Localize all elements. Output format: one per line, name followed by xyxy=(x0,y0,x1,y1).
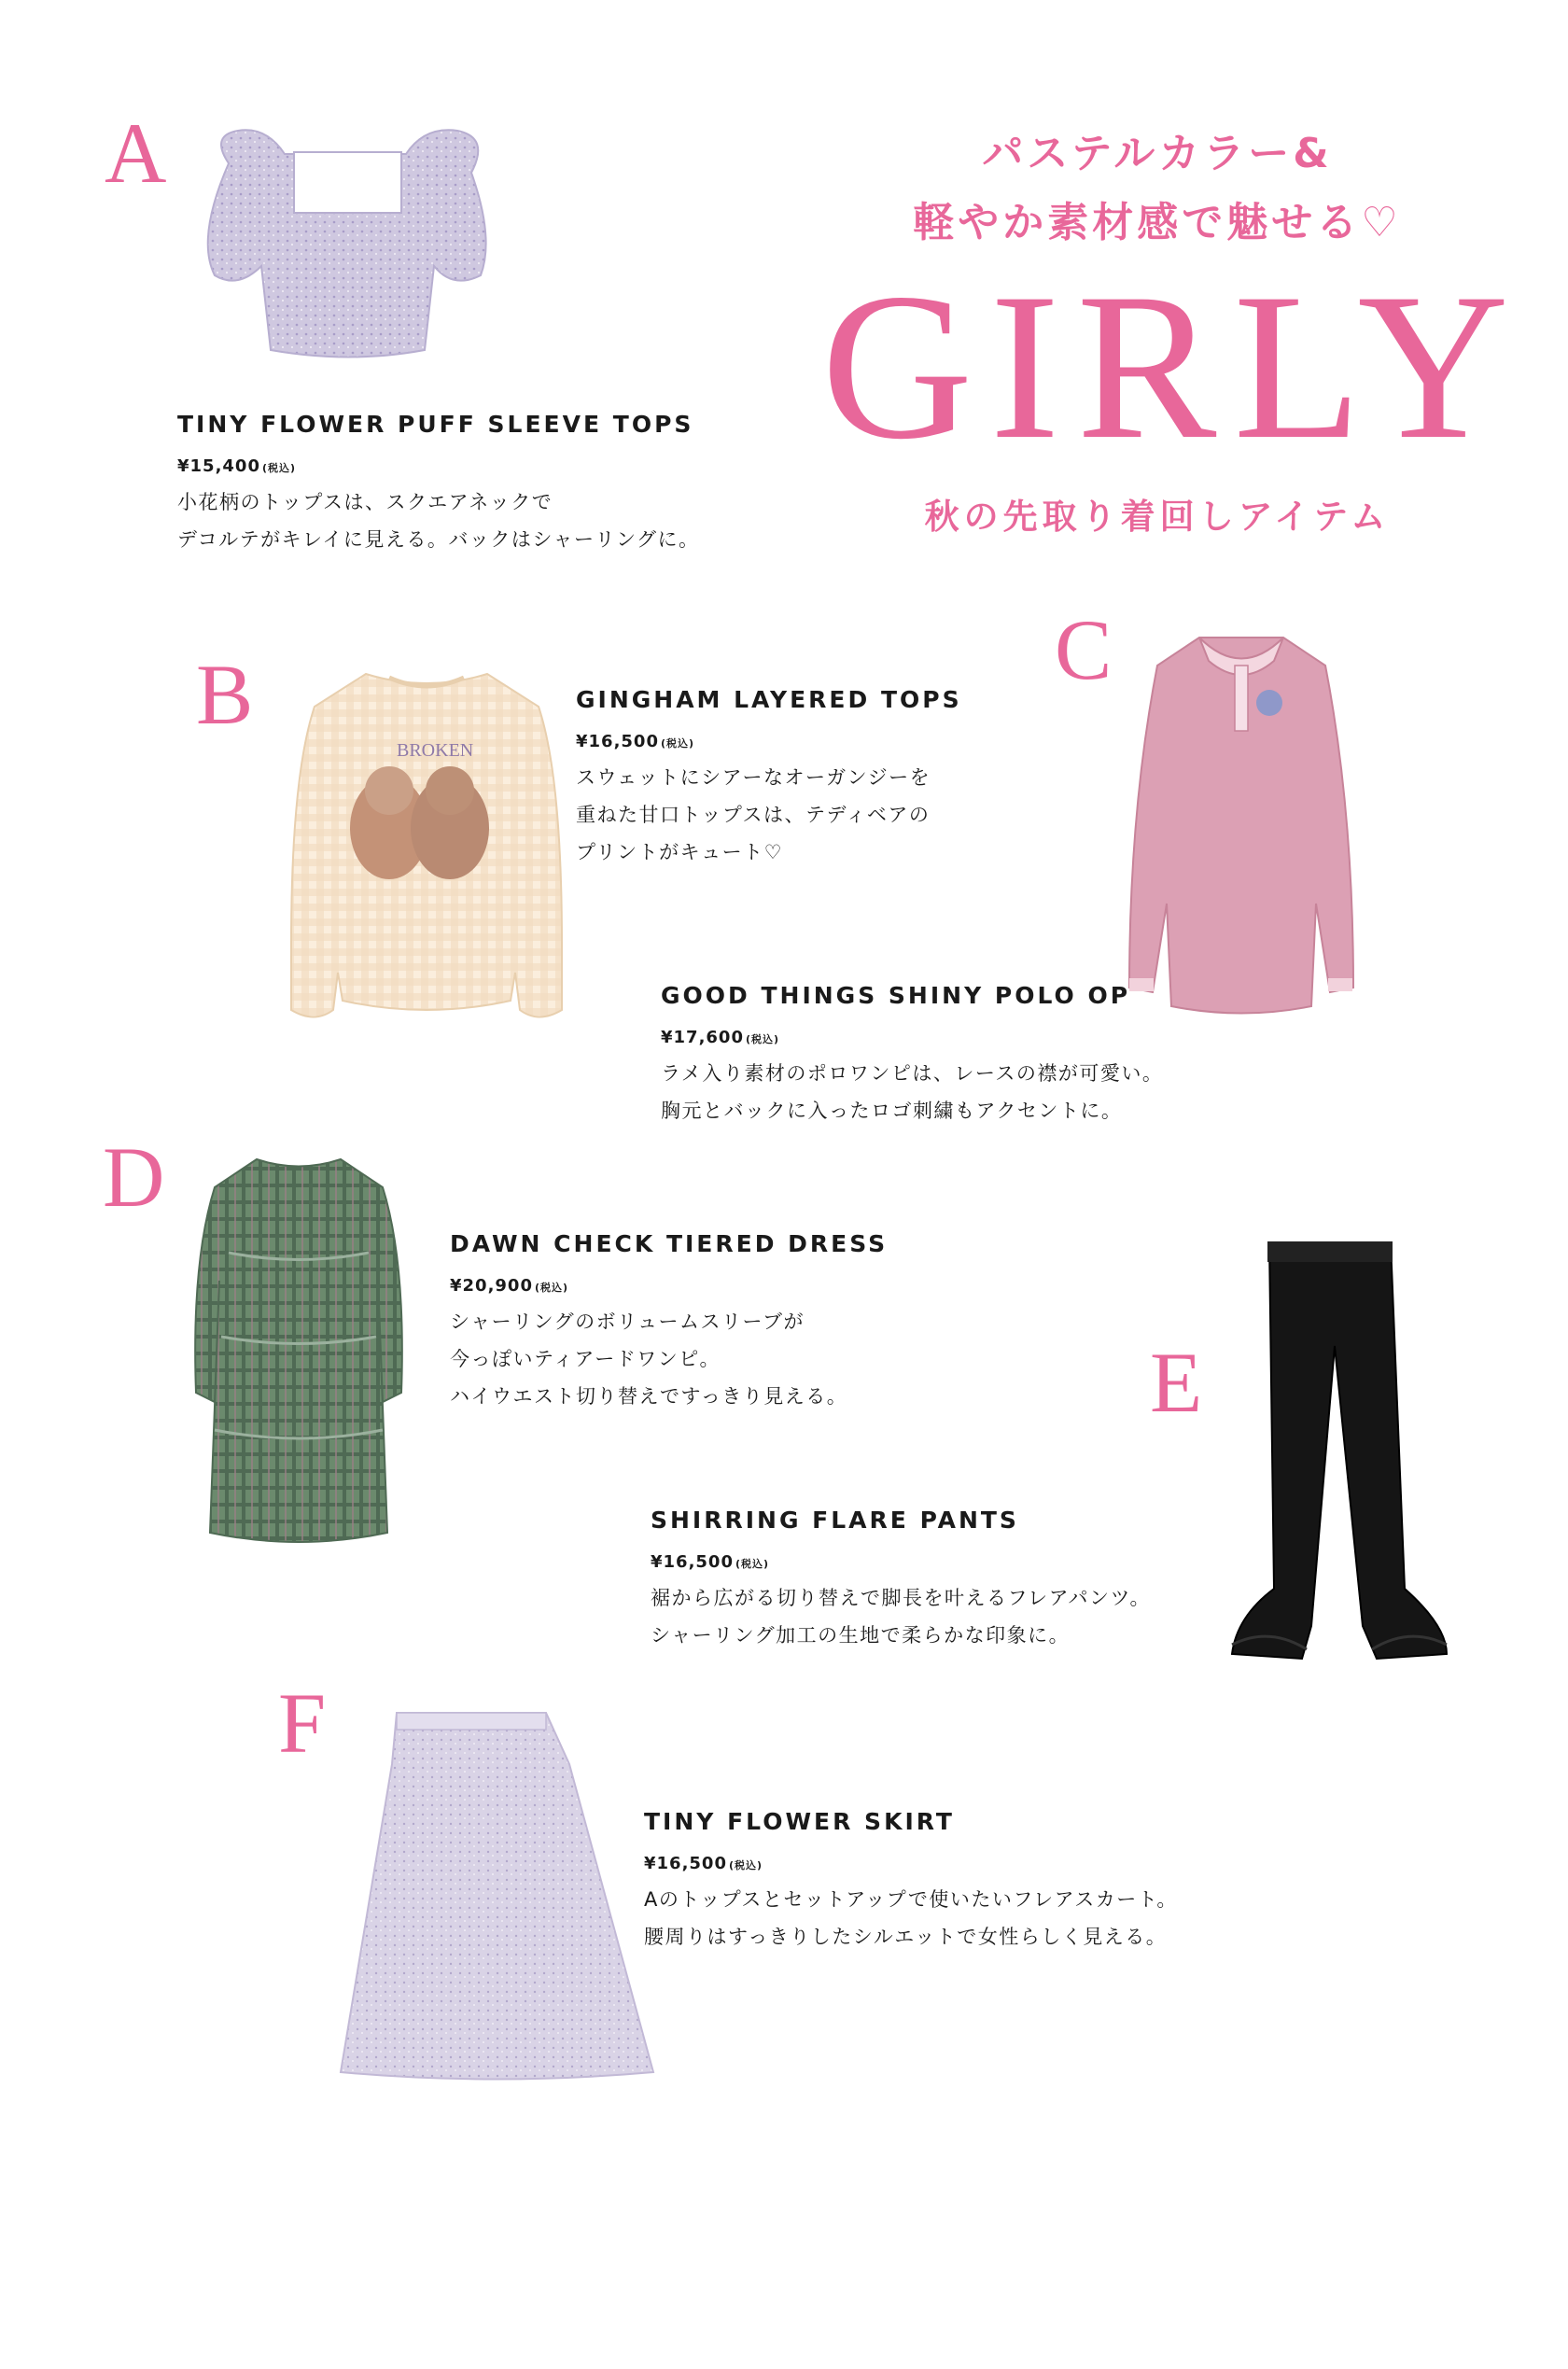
product-block-b xyxy=(576,686,962,871)
item-letter-f: F xyxy=(278,1675,327,1771)
product-name: TINY FLOWER PUFF SLEEVE TOPS xyxy=(177,411,694,438)
tax-note: (税込) xyxy=(745,1033,780,1045)
product-block-f xyxy=(644,1808,1178,1955)
tax-note: (税込) xyxy=(534,1282,569,1294)
hero-subtitle-line-2: 軽やか素材感で魅せる♡ xyxy=(913,199,1402,246)
hero-subtitle-line-1: パステルカラー& xyxy=(982,130,1333,177)
product-image-gingham-tops xyxy=(287,665,567,1029)
tax-note: (税込) xyxy=(261,462,297,474)
product-name: GINGHAM LAYERED TOPS xyxy=(576,686,962,713)
product-description: Aのトップスとセットアップで使いたいフレアスカート。 腰周りはすっきりしたシルエットで女性らしく見える。 xyxy=(644,1888,1178,1948)
product-name: TINY FLOWER SKIRT xyxy=(644,1808,955,1835)
product-description: スウェットにシアーなオーガンジーを 重ねた甘口トップスは、テディベアの プリントがキュート♡ xyxy=(576,766,931,863)
product-image-flare-pants xyxy=(1223,1234,1456,1663)
bear-print-text: BROKEN xyxy=(397,740,474,761)
product-image-polo-dress xyxy=(1125,624,1358,1020)
product-block-e xyxy=(651,1507,1151,1654)
product-price: ¥20,900 (税込) xyxy=(450,1276,569,1296)
product-block-d xyxy=(450,1230,888,1415)
item-letter-d: D xyxy=(103,1129,165,1225)
item-letter-e: E xyxy=(1150,1335,1203,1430)
hero-tagline: 秋の先取り着回しアイテム xyxy=(924,497,1391,537)
product-price: ¥16,500 (税込) xyxy=(576,732,695,751)
product-description: ラメ入り素材のポロワンピは、レースの襟が可愛い。 胸元とバックに入ったロゴ刺繍もアクセントに。 xyxy=(661,1062,1164,1122)
product-name: DAWN CHECK TIERED DRESS xyxy=(450,1230,889,1257)
product-name: GOOD THINGS SHINY POLO OP xyxy=(661,982,1131,1009)
tax-note: (税込) xyxy=(735,1558,770,1570)
tax-note: (税込) xyxy=(728,1859,763,1871)
item-letter-b: B xyxy=(196,647,254,742)
tax-note: (税込) xyxy=(660,737,695,750)
product-image-flower-skirt xyxy=(336,1708,658,2086)
product-price: ¥15,400 (税込) xyxy=(177,456,297,476)
hero-title: GIRLY xyxy=(821,249,1526,483)
product-image-puff-sleeve-top xyxy=(173,126,523,364)
product-name: SHIRRING FLARE PANTS xyxy=(651,1507,1019,1534)
item-letter-c: C xyxy=(1055,602,1113,697)
product-price: ¥17,600 (税込) xyxy=(661,1028,780,1047)
product-description: シャーリングのボリュームスリーブが 今っぽいティアードワンピ。 ハイウエスト切り替えですっきり見える。 xyxy=(450,1311,848,1408)
product-block-a xyxy=(177,411,700,558)
hero-block xyxy=(821,119,1526,539)
item-letter-a: A xyxy=(105,105,167,201)
product-block-c xyxy=(661,982,1163,1129)
product-price: ¥16,500 (税込) xyxy=(651,1552,770,1572)
product-description: 裾から広がる切り替えで脚長を叶えるフレアパンツ。 シャーリング加工の生地で柔らかな印象に。 xyxy=(651,1587,1152,1647)
product-price: ¥16,500 (税込) xyxy=(644,1854,763,1873)
product-image-tiered-dress xyxy=(191,1150,406,1551)
product-description: 小花柄のトップスは、スクエアネックで デコルテがキレイに見える。バックはシャーリングに。 xyxy=(177,491,700,551)
